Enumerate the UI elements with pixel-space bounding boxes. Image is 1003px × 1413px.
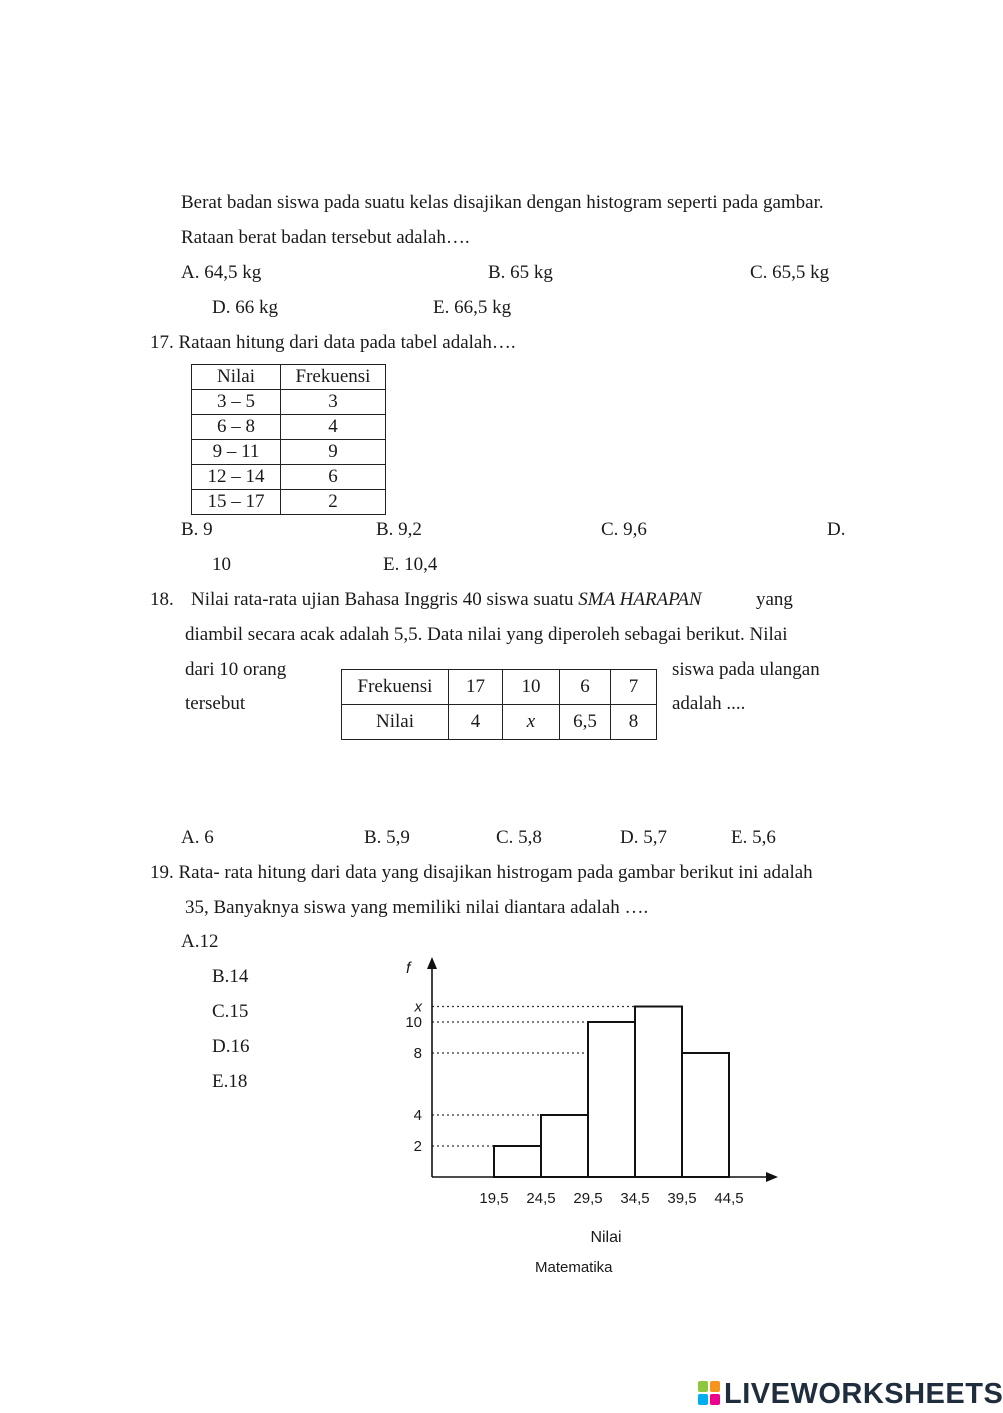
q16-option-b: B. 65 kg: [488, 262, 553, 283]
table-row: [192, 390, 386, 415]
table-cell: 9 – 11: [192, 440, 281, 465]
logo-square: [710, 1394, 720, 1405]
histogram-bar: [682, 1053, 729, 1177]
q17-option-b: B. 9,2: [376, 519, 422, 540]
x-axis-label: Nilai: [590, 1229, 622, 1246]
table-cell: 8: [611, 705, 657, 740]
table-cell: 17: [449, 670, 503, 705]
table-cell: 15 – 17: [192, 490, 281, 515]
table-cell: 3: [281, 390, 386, 415]
q16-option-d: D. 66 kg: [212, 297, 278, 318]
x-tick-label: 24,5: [526, 1190, 556, 1207]
q19-line2: 35, Banyaknya siswa yang memiliki nilai diantara adalah ….: [185, 897, 649, 918]
table-cell: 3 – 5: [192, 390, 281, 415]
histogram-bar: [588, 1022, 635, 1177]
x-tick-label: 44,5: [714, 1190, 744, 1207]
q17-frequency-table: [191, 364, 386, 515]
cut-footer-text: Matematika: [535, 1259, 613, 1276]
q18-option-d: D. 5,7: [620, 827, 667, 848]
q17-option-a: B. 9: [181, 519, 213, 540]
table-cell: 9: [281, 440, 386, 465]
q18-left-text-1: dari 10 orang: [185, 659, 287, 680]
q17-option-d: D.: [827, 519, 846, 540]
q19-option-e: E.18: [212, 1071, 248, 1092]
histogram-chart: [380, 945, 800, 1276]
q16-option-e: E. 66,5 kg: [433, 297, 512, 318]
y-tick-label: 4: [413, 1107, 422, 1124]
q18-left-text-2: tersebut: [185, 693, 246, 714]
q18-line1-text: Nilai rata-rata ujian Bahasa Inggris 40 siswa suatu: [191, 589, 579, 610]
q19-option-d: D.16: [212, 1036, 250, 1057]
q16-line1: Berat badan siswa pada suatu kelas disajikan dengan histogram seperti pada gambar.: [181, 192, 824, 213]
y-tick-label: 8: [413, 1045, 422, 1062]
table-cell: 6 – 8: [192, 415, 281, 440]
q18-right-text-2: adalah ....: [672, 693, 746, 714]
table-cell: 6: [281, 465, 386, 490]
table-header-row: [192, 365, 386, 390]
table-cell: 6: [560, 670, 611, 705]
table-cell: 6,5: [560, 705, 611, 740]
table-row: [192, 415, 386, 440]
y-tick-label: x: [414, 998, 422, 1016]
q18-number: 18.: [150, 589, 174, 610]
q18-data-table: [341, 669, 657, 740]
x-axis-arrow-icon: [766, 1172, 778, 1182]
q16-option-a: A. 64,5 kg: [181, 262, 262, 283]
table-cell: 10: [503, 670, 560, 705]
table-cell: Frekuensi: [342, 670, 449, 705]
q19-option-a: A.12: [181, 931, 219, 952]
table-cell: 4: [281, 415, 386, 440]
q19-line1: 19. Rata- rata hitung dari data yang disajikan histrogam pada gambar berikut ini adalah: [150, 862, 813, 883]
table-header-cell: Frekuensi: [281, 365, 386, 390]
y-tick-label: 10: [405, 1014, 422, 1031]
table-cell: 7: [611, 670, 657, 705]
table-cell: Nilai: [342, 705, 449, 740]
x-tick-label: 39,5: [667, 1190, 697, 1207]
q17-option-d-value: 10: [212, 554, 231, 575]
q19-option-b: B.14: [212, 966, 249, 987]
x-tick-label: 34,5: [620, 1190, 650, 1207]
q19-option-c: C.15: [212, 1001, 249, 1022]
table-row: [342, 705, 657, 740]
q18-school-name: SMA HARAPAN: [578, 589, 702, 610]
brand-name: LIVEWORKSHEETS: [724, 1378, 1003, 1410]
table-cell: 4: [449, 705, 503, 740]
logo-square: [698, 1394, 708, 1405]
q18-right-text-1: siswa pada ulangan: [672, 659, 820, 680]
q18-line2: diambil secara acak adalah 5,5. Data nilai yang diperoleh sebagai berikut. Nilai: [185, 624, 788, 645]
table-header-cell: Nilai: [192, 365, 281, 390]
table-cell: x: [503, 705, 560, 740]
histogram-bar: [494, 1146, 541, 1177]
table-row: [342, 670, 657, 705]
y-axis-arrow-icon: [427, 957, 437, 969]
histogram-bar: [541, 1115, 588, 1177]
x-tick-label: 29,5: [573, 1190, 603, 1207]
logo-square: [698, 1381, 708, 1392]
table-cell: 12 – 14: [192, 465, 281, 490]
q18-line1-end: yang: [756, 589, 793, 610]
table-row: [192, 440, 386, 465]
q18-option-a: A. 6: [181, 827, 214, 848]
table-cell: 2: [281, 490, 386, 515]
table-row: [192, 490, 386, 515]
q18-option-b: B. 5,9: [364, 827, 410, 848]
q18-line1: [191, 589, 702, 611]
q18-option-c: C. 5,8: [496, 827, 542, 848]
q16-option-c: C. 65,5 kg: [750, 262, 830, 283]
y-tick-label: 2: [413, 1138, 422, 1155]
q17-question: 17. Rataan hitung dari data pada tabel adalah….: [150, 332, 516, 353]
table-row: [192, 465, 386, 490]
y-axis-label: f: [406, 960, 411, 977]
q17-option-e: E. 10,4: [383, 554, 438, 575]
logo-square: [710, 1381, 720, 1392]
q18-option-e: E. 5,6: [731, 827, 776, 848]
liveworksheets-logo-icon: [698, 1381, 720, 1405]
q17-option-c: C. 9,6: [601, 519, 647, 540]
q16-line2: Rataan berat badan tersebut adalah….: [181, 227, 470, 248]
histogram-bar: [635, 1007, 682, 1178]
x-tick-label: 19,5: [479, 1190, 509, 1207]
